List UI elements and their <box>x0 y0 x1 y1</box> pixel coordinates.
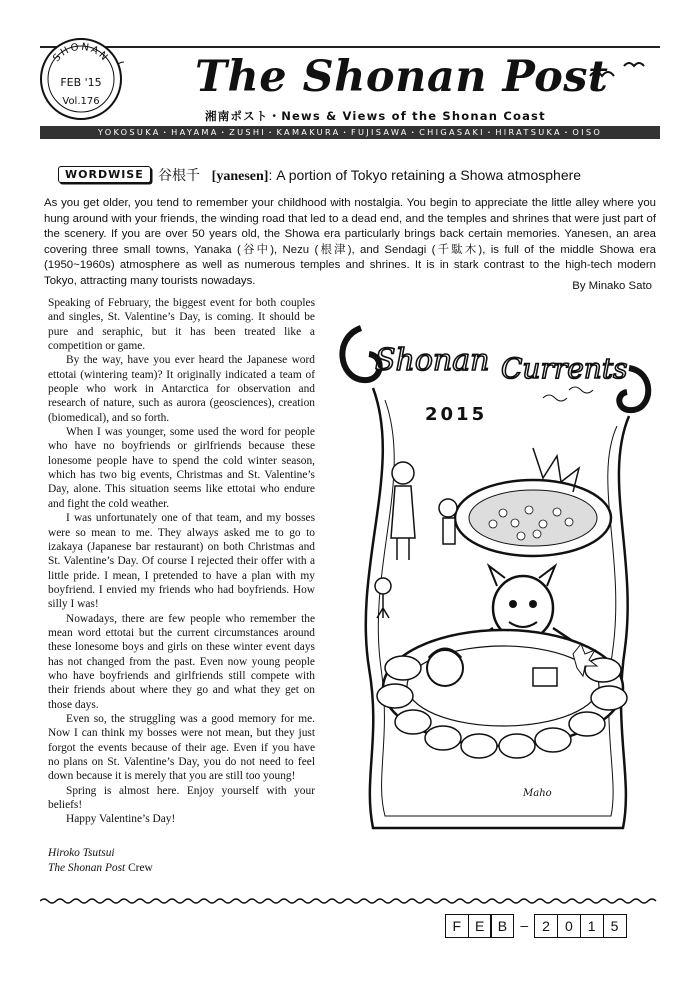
stamp-date: FEB '15 <box>60 76 102 89</box>
date-char-box: B <box>490 914 514 938</box>
article-paragraph: I was unfortunately one of that team, and my bosses were so mean to me. They always asked me to go to izakaya (Japanese bar restaurant) on both Christmas and St. Valentine’s Day. Of course I rejected their offer with a little pride. I mean, I pretended to have a plan with my boyfriend. I envied my friends who had boyfriends. How silly I was! <box>48 512 315 611</box>
article-signature <box>48 846 153 875</box>
masthead-top-rule <box>40 46 660 48</box>
illustration-year: 2015 <box>425 404 488 425</box>
illustration-heading-right: Currents <box>501 352 628 385</box>
newspaper-title: The Shonan Post <box>195 52 609 102</box>
date-char-box: F <box>445 914 469 938</box>
shonan-currents-illustration <box>333 308 655 848</box>
article-paragraph: Even so, the struggling was a good memory for me. Now I can think my bosses were not mean, but they just forgot the events because of their age. Even if you have no plans on St. Valentine’s Day, you do not need to feel down because it is merely that you are still too young! <box>48 712 315 783</box>
article-paragraph: By the way, have you ever heard the Japanese word ettotai (wintering team)? It originally indicated a team of people who work in Antarctica for observation and research of nature, such as aurora (geosciences), creation (biomedical), and so forth. <box>48 354 315 424</box>
wordwise-headline <box>158 165 581 185</box>
wordwise-byline: By Minako Sato <box>572 280 652 292</box>
date-separator: – <box>520 917 529 933</box>
stamp-volume: Vol.176 <box>62 96 100 107</box>
crew-word: Crew <box>125 861 153 874</box>
stamp-name: SHONAN <box>51 41 111 65</box>
footer-date-boxes <box>446 914 627 938</box>
artist-signature: Maho <box>523 788 552 799</box>
date-char-box: 2 <box>534 914 558 938</box>
article-column <box>48 296 315 827</box>
article-paragraph: Speaking of February, the biggest event for both couples and singles, St. Valentine’s Day, is coming. It should be pure and seraphic, but it has been treated like a competition or game. <box>48 297 315 353</box>
seagulls-icon <box>580 58 660 98</box>
illustration-heading-left: Shonan <box>375 343 490 378</box>
wordwise-term: [yanesen] <box>211 169 269 184</box>
wordwise-kanji: 谷根千 <box>158 167 200 183</box>
author-name: Hiroko Tsutsui <box>48 847 115 859</box>
postmark-stamp <box>38 36 124 122</box>
footer-wave-rule <box>40 896 660 906</box>
article-paragraph: Spring is almost here. Enjoy yourself with your beliefs! <box>48 784 315 812</box>
masthead-subtitle: 湘南ポスト・News & Views of the Shonan Coast <box>205 109 546 123</box>
wordwise-badge: WORDWISE <box>58 166 151 183</box>
date-char-box: 0 <box>557 914 581 938</box>
coverage-area-bar: YOKOSUKA・HAYAMA・ZUSHI・KAMAKURA・FUJISAWA・CHIGASAKI・HIRATSUKA・OISO <box>40 126 660 139</box>
article-paragraph: Nowadays, there are few people who remember the mean word ettotai but the current circumstances around these lonesome boys and girls on these winter event days has not changed from the past. Even now young people who have boyfriends and girlfriends still compete with their friends about where they go and what they get on those days. <box>48 612 315 711</box>
article-paragraph: When I was younger, some used the word for people who have no boyfriends or girlfriends because these lonesome people have to spend the cold winter season, which has two big events, Christmas and St. Valentine’s Day, alone. This situation seems like ettotai who endure and fight the cold weather. <box>48 426 315 510</box>
article-paragraph: Happy Valentine’s Day! <box>66 813 176 826</box>
date-char-box: 5 <box>603 914 627 938</box>
date-char-box: E <box>468 914 492 938</box>
crew-publication: The Shonan Post <box>48 861 126 874</box>
wordwise-headline-text: : A portion of Tokyo retaining a Showa atmosphere <box>268 167 582 183</box>
wordwise-body: As you get older, you tend to remember your childhood with nostalgia. You begin to appreciate the little alley where you hung around with your friends, the winding road that led to a dead end, and the temples and shrines that were just part of the scenery. If you are over 50 years old, the Showa era particularly brings back certain memories. Yanesen, an area covering three small towns, Yanaka (谷中), Nezu (根津), and Sendagi (千駄木), is full of the middle Showa era (1950~1960s) atmosphere as well as numerous temples and shrines. It is in stark contrast to the high-tech modern Tokyo, attracting many tourists nowadays. <box>44 197 656 287</box>
date-char-box: 1 <box>580 914 604 938</box>
